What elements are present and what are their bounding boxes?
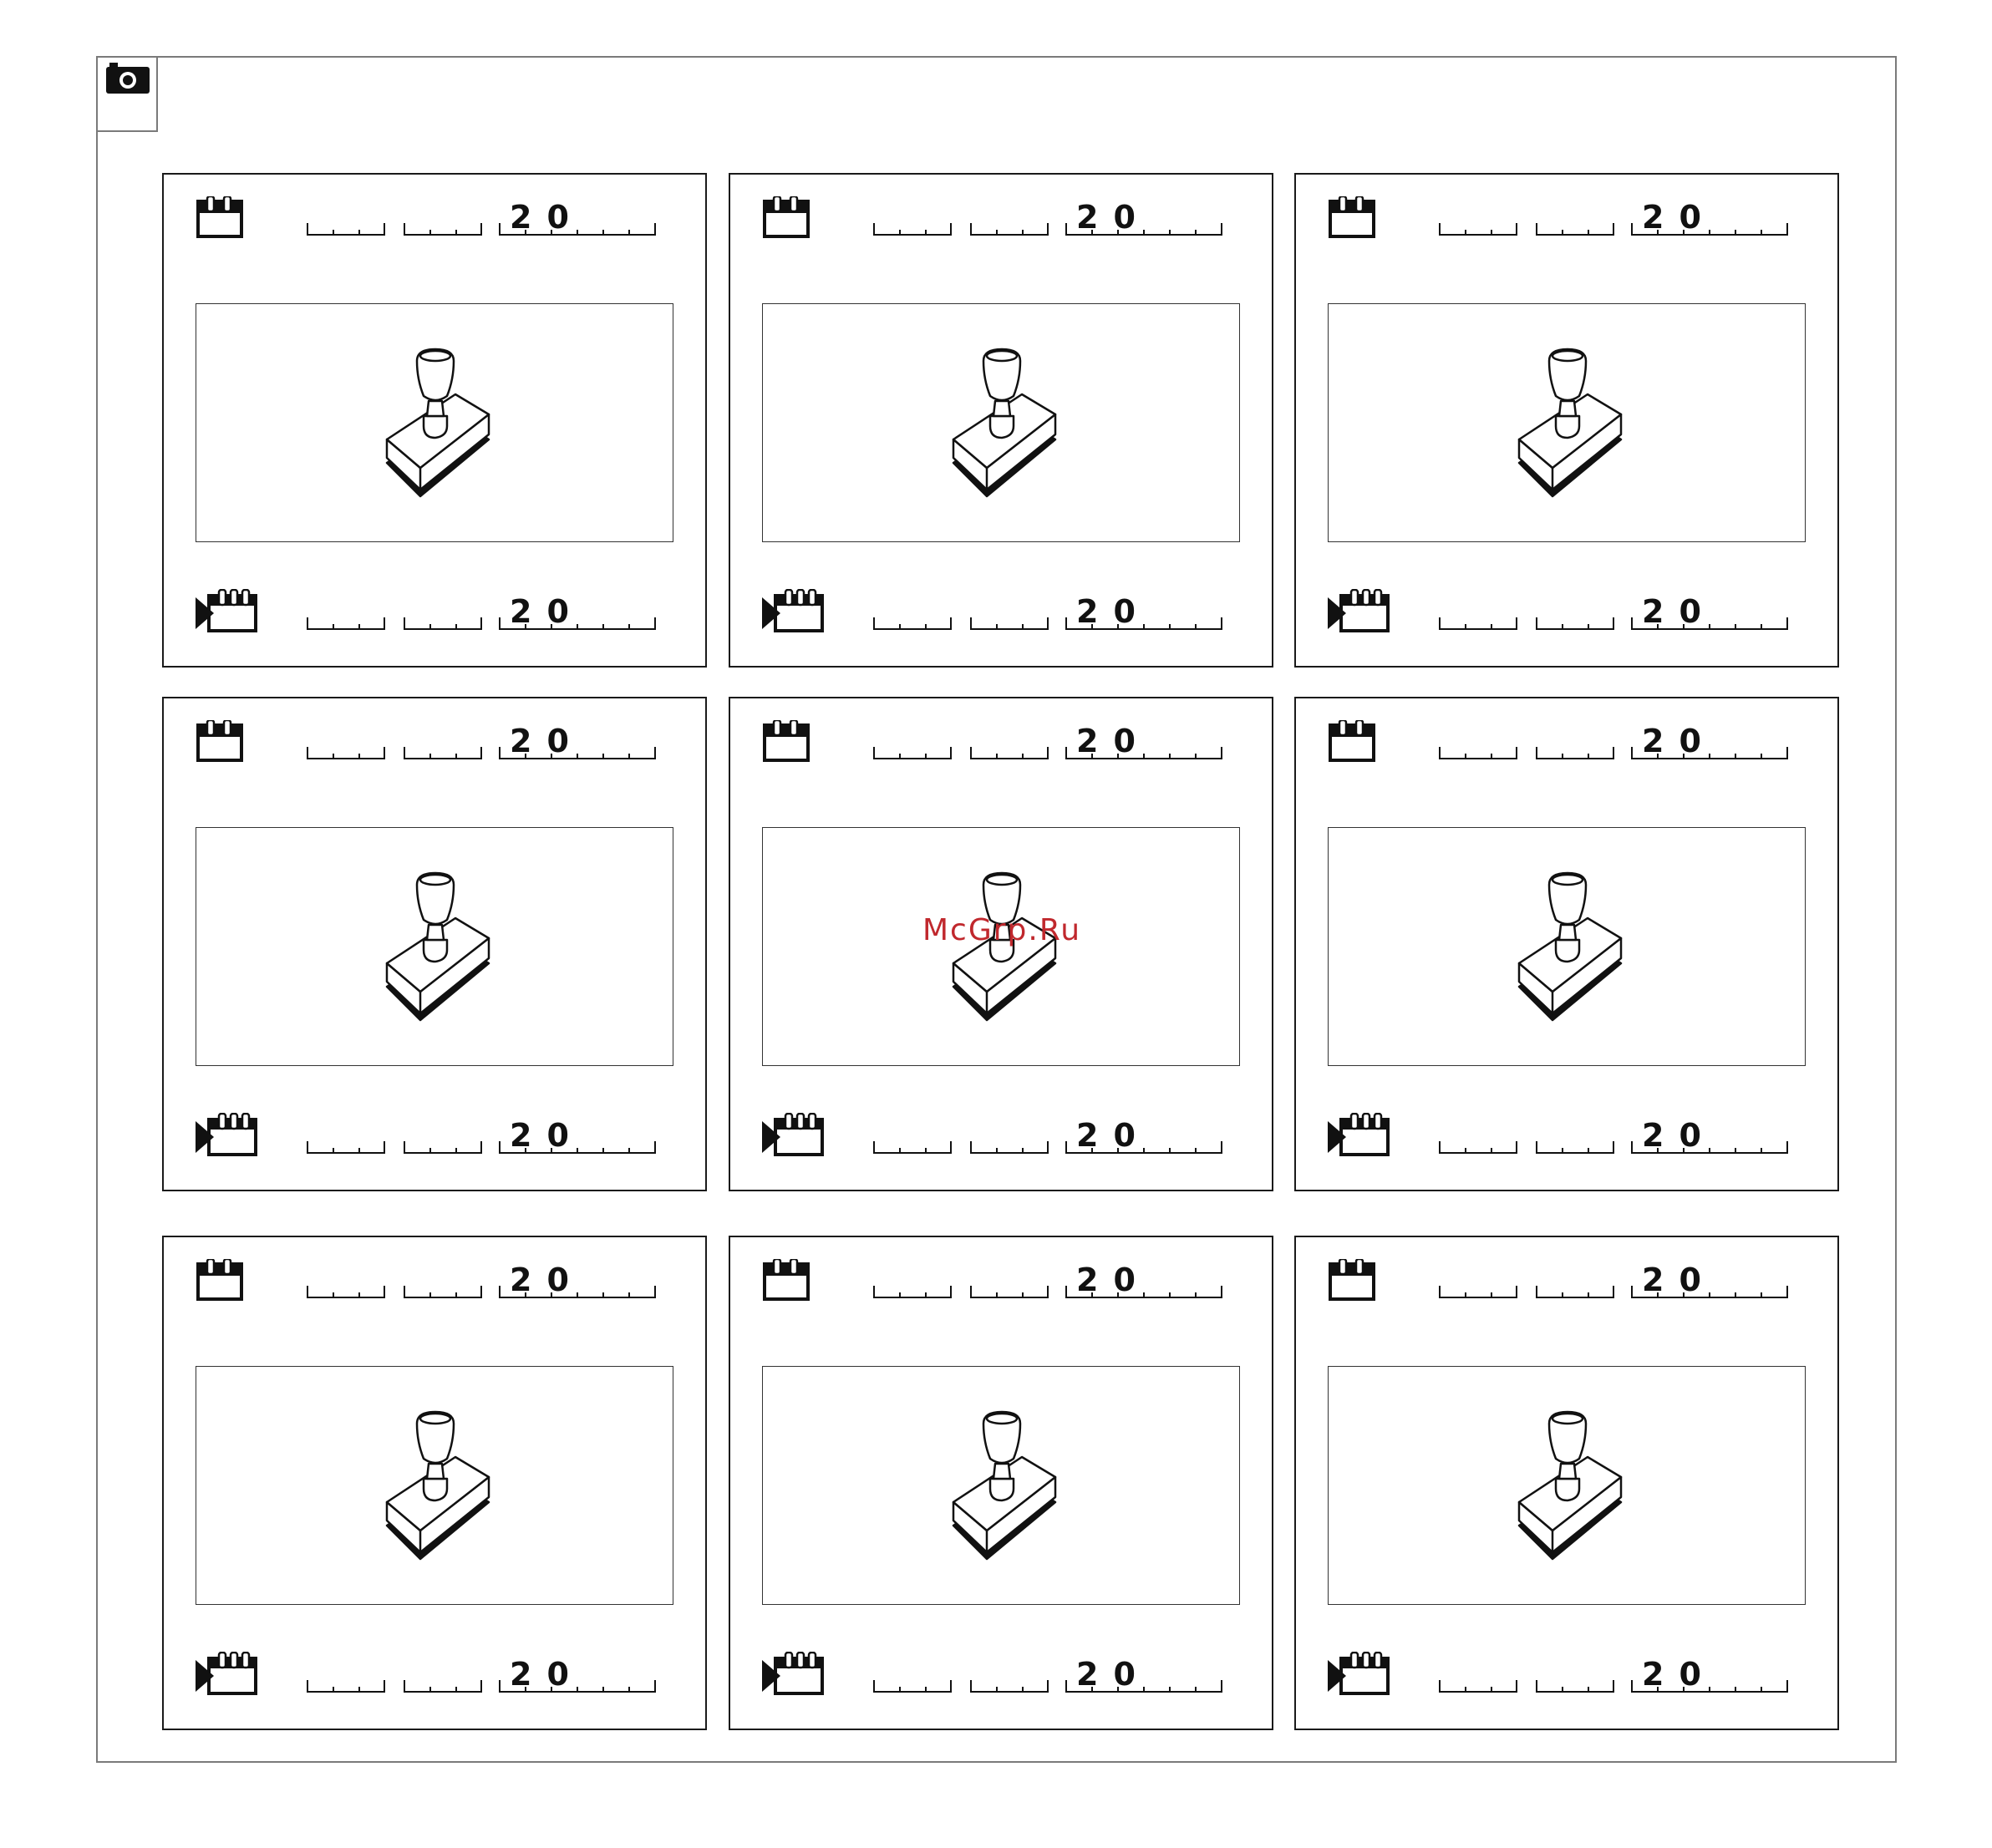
photo-card-4: [162, 697, 707, 1191]
date-tick-line: [872, 1116, 1223, 1158]
date-tick-line: [872, 198, 1223, 240]
rubber-stamp-icon: [1512, 346, 1629, 505]
year-prefix-top: 20: [510, 723, 584, 759]
rubber-stamp-icon: [947, 1409, 1064, 1567]
photo-area[interactable]: [1328, 303, 1806, 542]
year-prefix-top: 20: [510, 199, 584, 236]
rubber-stamp-icon: [947, 346, 1064, 505]
photo-card-9: [1294, 1236, 1839, 1730]
date-tick-line: [872, 1261, 1223, 1302]
photo-area[interactable]: [196, 827, 673, 1066]
calendar-play-icon: [1326, 589, 1391, 632]
photo-card-6: [1294, 697, 1839, 1191]
photo-area[interactable]: [1328, 1366, 1806, 1605]
date-field-bottom[interactable]: [306, 1116, 657, 1158]
date-field-top[interactable]: [872, 198, 1223, 240]
date-field-top[interactable]: [1438, 198, 1789, 240]
year-prefix-bottom: 20: [510, 1117, 584, 1154]
year-prefix-bottom: 20: [1076, 1117, 1151, 1154]
calendar-play-icon: [194, 1113, 259, 1156]
rubber-stamp-icon: [947, 870, 1064, 1028]
date-field-top[interactable]: [306, 722, 657, 764]
date-field-top[interactable]: [1438, 722, 1789, 764]
date-field-bottom[interactable]: [872, 1655, 1223, 1697]
date-tick-line: [306, 1655, 657, 1697]
calendar-play-icon: [760, 1113, 826, 1156]
date-tick-line: [1438, 1655, 1789, 1697]
year-prefix-top: 20: [1076, 723, 1151, 759]
calendar-play-icon: [194, 1652, 259, 1695]
rubber-stamp-icon: [380, 346, 497, 505]
date-field-top[interactable]: [872, 722, 1223, 764]
rubber-stamp-icon: [380, 870, 497, 1028]
calendar-play-icon: [1326, 1113, 1391, 1156]
date-field-bottom[interactable]: [1438, 592, 1789, 634]
calendar-play-icon: [760, 1652, 826, 1695]
calendar-icon: [196, 720, 244, 762]
year-prefix-bottom: 20: [1642, 1656, 1716, 1693]
year-prefix-bottom: 20: [1076, 1656, 1151, 1693]
date-tick-line: [1438, 722, 1789, 764]
photo-card-8: [729, 1236, 1273, 1730]
year-prefix-top: 20: [1076, 199, 1151, 236]
calendar-icon: [762, 196, 811, 238]
year-prefix-top: 20: [1642, 199, 1716, 236]
date-tick-line: [1438, 1261, 1789, 1302]
calendar-icon: [762, 720, 811, 762]
calendar-icon: [196, 196, 244, 238]
date-tick-line: [1438, 1116, 1789, 1158]
date-tick-line: [872, 722, 1223, 764]
date-tick-line: [306, 722, 657, 764]
rubber-stamp-icon: [1512, 870, 1629, 1028]
year-prefix-bottom: 20: [510, 593, 584, 630]
date-field-bottom[interactable]: [306, 592, 657, 634]
date-tick-line: [1438, 592, 1789, 634]
date-tick-line: [306, 198, 657, 240]
photo-area[interactable]: [1328, 827, 1806, 1066]
photo-card-3: [1294, 173, 1839, 668]
photo-area[interactable]: [762, 303, 1240, 542]
calendar-play-icon: [760, 589, 826, 632]
calendar-icon: [1328, 720, 1376, 762]
date-field-bottom[interactable]: [872, 1116, 1223, 1158]
calendar-play-icon: [1326, 1652, 1391, 1695]
date-field-bottom[interactable]: [872, 592, 1223, 634]
date-tick-line: [306, 1261, 657, 1302]
camera-icon: [104, 60, 151, 95]
photo-card-1: [162, 173, 707, 668]
photo-area[interactable]: [196, 303, 673, 542]
year-prefix-bottom: 20: [1076, 593, 1151, 630]
date-tick-line: [306, 1116, 657, 1158]
date-field-top[interactable]: [1438, 1261, 1789, 1302]
year-prefix-top: 20: [1076, 1262, 1151, 1298]
rubber-stamp-icon: [380, 1409, 497, 1567]
date-tick-line: [872, 592, 1223, 634]
date-field-bottom[interactable]: [1438, 1655, 1789, 1697]
date-field-bottom[interactable]: [306, 1655, 657, 1697]
calendar-icon: [1328, 1259, 1376, 1301]
rubber-stamp-icon: [1512, 1409, 1629, 1567]
calendar-icon: [1328, 196, 1376, 238]
photo-area[interactable]: [762, 1366, 1240, 1605]
calendar-play-icon: [194, 589, 259, 632]
date-tick-line: [306, 592, 657, 634]
photo-card-7: [162, 1236, 707, 1730]
date-field-top[interactable]: [306, 1261, 657, 1302]
year-prefix-top: 20: [1642, 723, 1716, 759]
date-field-top[interactable]: [306, 198, 657, 240]
calendar-icon: [196, 1259, 244, 1301]
date-field-bottom[interactable]: [1438, 1116, 1789, 1158]
date-tick-line: [872, 1655, 1223, 1697]
photo-card-2: [729, 173, 1273, 668]
photo-area[interactable]: [196, 1366, 673, 1605]
year-prefix-bottom: 20: [510, 1656, 584, 1693]
year-prefix-bottom: 20: [1642, 1117, 1716, 1154]
year-prefix-top: 20: [1642, 1262, 1716, 1298]
year-prefix-bottom: 20: [1642, 593, 1716, 630]
calendar-icon: [762, 1259, 811, 1301]
year-prefix-top: 20: [510, 1262, 584, 1298]
watermark: McGrp.Ru: [922, 913, 1082, 947]
date-tick-line: [1438, 198, 1789, 240]
date-field-top[interactable]: [872, 1261, 1223, 1302]
